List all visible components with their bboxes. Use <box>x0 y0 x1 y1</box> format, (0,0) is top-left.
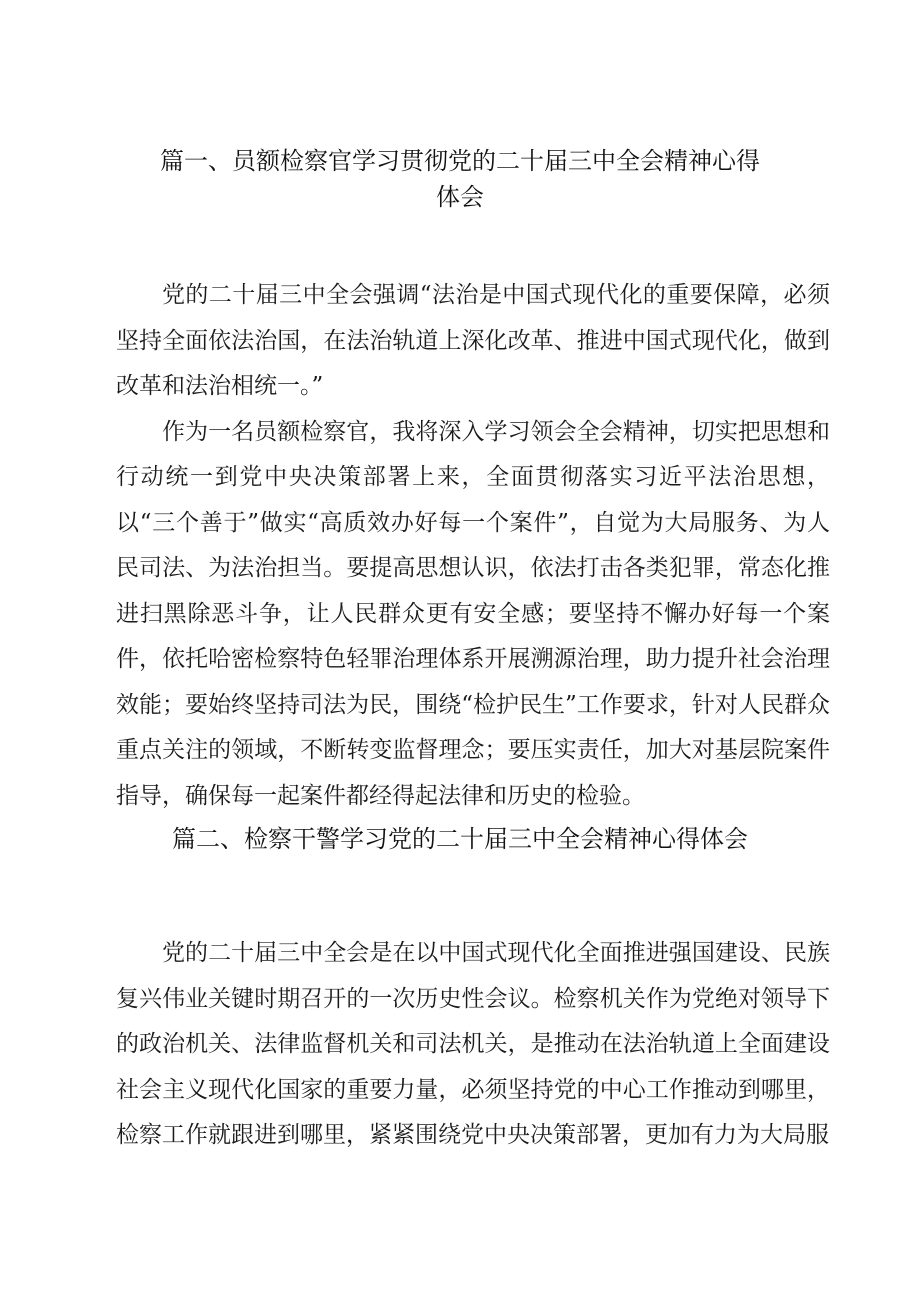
article-1-paragraph-1: 党的二十届三中全会强调“法治是中国式现代化的重要保障，必须坚持全面依法治国，在法治轨道上深化改革、推进中国式现代化，做到改革和法治相统一。” <box>116 282 830 399</box>
article-1-title-line-1: 篇一、员额检察官学习贯彻党的二十届三中全会精神心得 <box>160 147 760 175</box>
article-2-body <box>116 931 830 1161</box>
article-1-body <box>116 273 830 819</box>
article-2-title <box>0 821 920 857</box>
article-1-title-line-2: 体会 <box>436 183 484 211</box>
article-2-paragraph-1: 党的二十届三中全会是在以中国式现代化全面推进强国建设、民族复兴伟业关键时期召开的一次历史性会议。检察机关作为党绝对领导下的政治机关、法律监督机关和司法机关，是推动在法治轨道上全面建设社会主义现代化国家的重要力量，必须坚持党的中心工作推动到哪里，检察工作就跟进到哪里，紧紧围绕党中央决策部署，更加有力为大局服 <box>116 940 830 1148</box>
article-2-title-line: 篇二、检察干警学习党的二十届三中全会精神心得体会 <box>172 825 748 853</box>
article-1-paragraph-2: 作为一名员额检察官，我将深入学习领会全会精神，切实把思想和行动统一到党中央决策部署上来，全面贯彻落实习近平法治思想，以“三个善于”做实“高质效办好每一个案件”，自觉为大局服务、为人民司法、为法治担当。要提高思想认识，依法打击各类犯罪，常态化推进扫黑除恶斗争，让人民群众更有安全感；要坚持不懈办好每一个案件，依托哈密检察特色轻罪治理体系开展溯源治理，助力提升社会治理效能；要始终坚持司法为民，围绕“检护民生”工作要求，针对人民群众重点关注的领域，不断转变监督理念；要压实责任，加大对基层院案件指导，确保每一起案件都经得起法律和历史的检验。 <box>116 418 830 809</box>
article-1-title <box>0 143 920 215</box>
